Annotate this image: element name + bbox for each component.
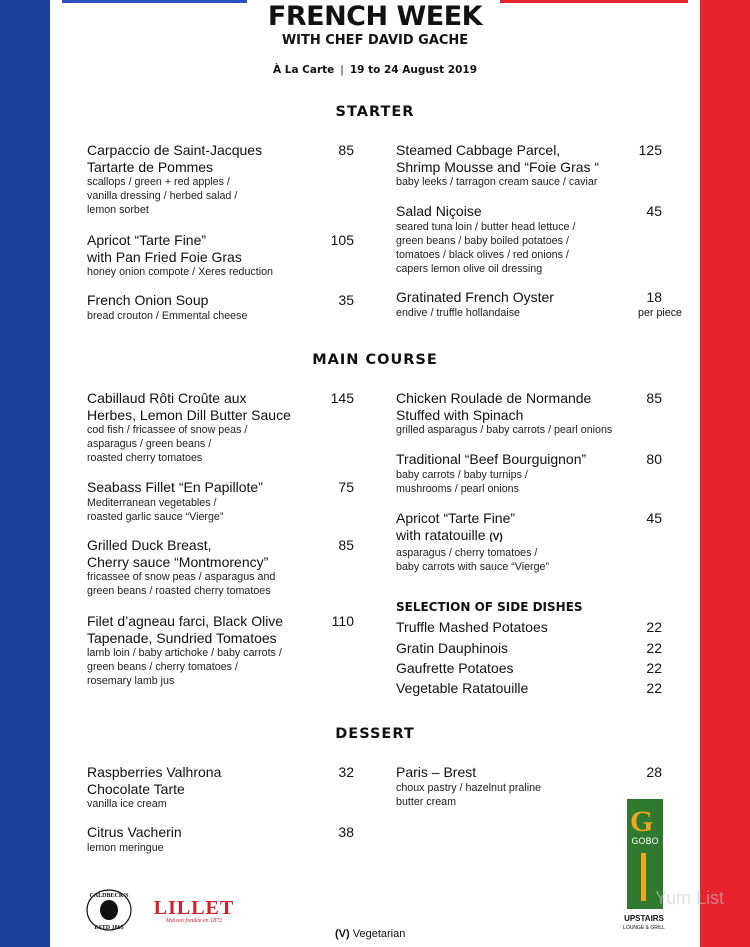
- menu-item-name: French Onion Soup: [87, 292, 209, 308]
- menu-title: FRENCH WEEK: [267, 1, 483, 32]
- gobo-logo-text: GOBO: [631, 837, 659, 847]
- menu-item: [396, 510, 549, 574]
- menu-item: [87, 824, 182, 855]
- menu-item-description: Mediterranean vegetables /: [87, 496, 217, 509]
- menu-item-price: 32: [338, 764, 354, 780]
- menu-header: [62, 0, 688, 76]
- menu-item-description: butter cream: [396, 795, 456, 808]
- menu-item-price: 85: [338, 142, 354, 158]
- menu-item-description: rosemary lamb jus: [87, 675, 175, 687]
- menu-item-description: green beans / roasted cherry tomatoes: [87, 585, 271, 597]
- menu-item: [396, 764, 541, 809]
- menu-item-name: Paris – Brest: [396, 764, 477, 780]
- menu-item-name: Seabass Fillet “En Papillote”: [87, 479, 263, 495]
- side-dish-name: Truffle Mashed Potatoes: [396, 619, 548, 635]
- menu-subtitle: WITH CHEF DAVID GACHE: [281, 33, 469, 48]
- menu-item-description: choux pastry / hazelnut praline: [396, 781, 541, 794]
- gobo-logo-stem: [641, 853, 646, 901]
- menu-item-name: Traditional “Beef Bourguignon”: [396, 451, 587, 467]
- menu-date-line: [62, 64, 688, 76]
- menu-item-name: Grilled Duck Breast,: [87, 537, 212, 553]
- side-dish-price: 22: [646, 680, 662, 696]
- menu-item-price: 145: [330, 390, 354, 406]
- menu-item-price: 28: [646, 764, 662, 780]
- menu-item-name: Apricot “Tarte Fine”: [396, 510, 516, 526]
- menu-item: [396, 203, 575, 276]
- side-dish-name: Vegetable Ratatouille: [396, 680, 529, 696]
- menu-item: [396, 390, 612, 437]
- menu-item-name: Raspberries Valhrona: [87, 764, 222, 780]
- svg-text:ESTD 1865: ESTD 1865: [94, 925, 124, 931]
- menu-item-name: Cherry sauce “Montmorency”: [87, 553, 269, 570]
- menu-item: [87, 537, 275, 598]
- menu-item-description: asparagus / green beans /: [87, 438, 212, 450]
- menu-item-description: vanilla ice cream: [87, 798, 167, 810]
- menu-item-description: grilled asparagus / baby carrots / pearl onions: [396, 424, 613, 436]
- menu-item-description: fricassee of snow peas / asparagus and: [87, 571, 276, 583]
- menu-item-description: cod fish / fricassee of snow peas /: [87, 424, 248, 436]
- side-dish-price: 22: [646, 640, 662, 656]
- menu-item: [396, 289, 554, 320]
- menu-item-description: lemon meringue: [87, 841, 164, 854]
- menu-item-price: 75: [338, 479, 354, 495]
- menu-item: [396, 451, 586, 496]
- menu-item-price: 38: [338, 824, 354, 840]
- vegetarian-mark: (V): [335, 928, 350, 940]
- svg-text:CALDBECK'S: CALDBECK'S: [89, 893, 129, 899]
- flag-white-gap-right: [688, 0, 700, 947]
- menu-item-name: Chocolate Tarte: [87, 780, 185, 797]
- side-dish-price: 22: [646, 619, 662, 635]
- menu-item: [87, 292, 247, 323]
- section-title-dessert: DESSERT: [335, 726, 415, 742]
- menu-item-description: bread crouton / Emmental cheese: [87, 309, 248, 322]
- menu-item-name: Steamed Cabbage Parcel,: [396, 142, 561, 158]
- menu-item: [87, 479, 263, 524]
- menu-item-description: lamb loin / baby artichoke / baby carrots /: [87, 647, 282, 659]
- menu-item-description: baby carrots / baby turnips /: [396, 468, 528, 481]
- upstairs-label: UPSTAIRS: [624, 914, 664, 923]
- menu-item-description: roasted garlic sauce “Vierge”: [87, 510, 224, 523]
- menu-item: [87, 613, 283, 688]
- upstairs-sublabel: LOUNGE & GRILL: [623, 925, 665, 931]
- menu-item-description: baby carrots with sauce “Vierge”: [396, 561, 550, 573]
- menu-item-name: Carpaccio de Saint-Jacques: [87, 142, 263, 158]
- lillet-logo: [153, 898, 235, 924]
- menu-item-name: Citrus Vacherin: [87, 824, 182, 840]
- menu-item-description: green beans / cherry tomatoes /: [87, 661, 238, 673]
- menu-item-price: 45: [646, 510, 662, 526]
- lillet-tagline: Maison fondée en 1872: [165, 918, 223, 924]
- menu-item-description: lemon sorbet: [87, 204, 149, 216]
- menu-item-description: roasted cherry tomatoes: [87, 452, 203, 464]
- section-title-main-course: MAIN COURSE: [312, 352, 438, 368]
- menu-dates: 19 to 24 August 2019: [349, 64, 478, 76]
- vegetarian-legend: [335, 928, 405, 940]
- menu-item-name: Tapenade, Sundried Tomatoes: [87, 629, 277, 646]
- menu-item-price: 85: [646, 390, 662, 406]
- side-dish-name: Gratin Dauphinois: [396, 640, 509, 656]
- side-dish-price: 22: [646, 660, 662, 676]
- section-title-starter: STARTER: [335, 104, 415, 120]
- menu-item-name-text: with ratatouille: [396, 526, 486, 543]
- menu-item-name: Stuffed with Spinach: [396, 406, 524, 423]
- menu-item-description: tomatoes / black olives / red onions /: [396, 248, 569, 261]
- menu-item-name: with Pan Fried Foie Gras: [87, 248, 242, 265]
- menu-item: [87, 390, 291, 465]
- menu-item-name: Filet d’agneau farci, Black Olive: [87, 613, 284, 629]
- menu-item-name: Herbes, Lemon Dill Butter Sauce: [87, 406, 291, 423]
- menu-item-description: asparagus / cherry tomatoes /: [396, 547, 538, 559]
- menu-item-description: capers lemon olive oil dressing: [396, 262, 543, 275]
- menu-type: À La Carte: [272, 64, 335, 76]
- menu-item-description: scallops / green + red apples /: [87, 176, 230, 188]
- side-dish-name: Gaufrette Potatoes: [396, 660, 514, 676]
- menu-item-description: baby leeks / tarragon cream sauce / caviar: [396, 176, 598, 188]
- menu-item-name: Tartarte de Pommes: [87, 158, 214, 175]
- menu-item-description: endive / truffle hollandaise: [396, 306, 520, 319]
- menu-item-price: 105: [330, 232, 354, 248]
- flag-blue-band: [0, 0, 50, 947]
- vegetarian-label: Vegetarian: [352, 928, 406, 940]
- menu-item-name: Apricot “Tarte Fine”: [87, 232, 207, 248]
- menu-item-description: vanilla dressing / herbed salad /: [87, 190, 238, 202]
- menu-item-description: green beans / baby boiled potatoes /: [396, 234, 569, 247]
- menu-item: [396, 142, 599, 189]
- menu-item-description: honey onion compote / Xeres reduction: [87, 266, 273, 278]
- menu-item-price: 85: [338, 537, 354, 553]
- lillet-wordmark: LILLET: [153, 897, 235, 919]
- menu-item-price: 45: [646, 203, 662, 219]
- menu-item-name: Gratinated French Oyster: [396, 289, 554, 305]
- caldbecks-logo: [84, 886, 134, 932]
- menu-item: [87, 764, 221, 811]
- menu-item-name: Salad Niçoise: [396, 203, 482, 219]
- side-dishes-title: SELECTION OF SIDE DISHES: [396, 600, 583, 614]
- menu-item-description: seared tuna loin / butter head lettuce /: [396, 220, 576, 233]
- menu-item-price: 35: [338, 292, 354, 308]
- menu-item-price-note: per piece: [638, 307, 682, 319]
- flag-white-gap-left: [50, 0, 62, 947]
- menu-item-name: Chicken Roulade de Normande: [396, 390, 592, 406]
- menu-item-name: Shrimp Mousse and “Foie Gras “: [396, 158, 600, 175]
- menu-item: [87, 232, 273, 279]
- gobo-logo-letter: G: [630, 805, 654, 838]
- menu-item-name: [396, 527, 549, 547]
- date-separator: |: [340, 64, 344, 76]
- menu-item-price: 125: [638, 142, 662, 158]
- menu-item-price: 80: [646, 451, 662, 467]
- menu-item: [87, 142, 262, 217]
- menu-item-price: 110: [331, 613, 354, 629]
- menu-item-description: mushrooms / pearl onions: [396, 482, 519, 495]
- menu-item-name: Cabillaud Rôti Croûte aux: [87, 390, 247, 406]
- vegetarian-mark: (V): [489, 531, 503, 543]
- menu-item-price: 18: [646, 289, 662, 305]
- flag-red-band: [700, 0, 750, 947]
- watermark: Yum List: [655, 888, 725, 908]
